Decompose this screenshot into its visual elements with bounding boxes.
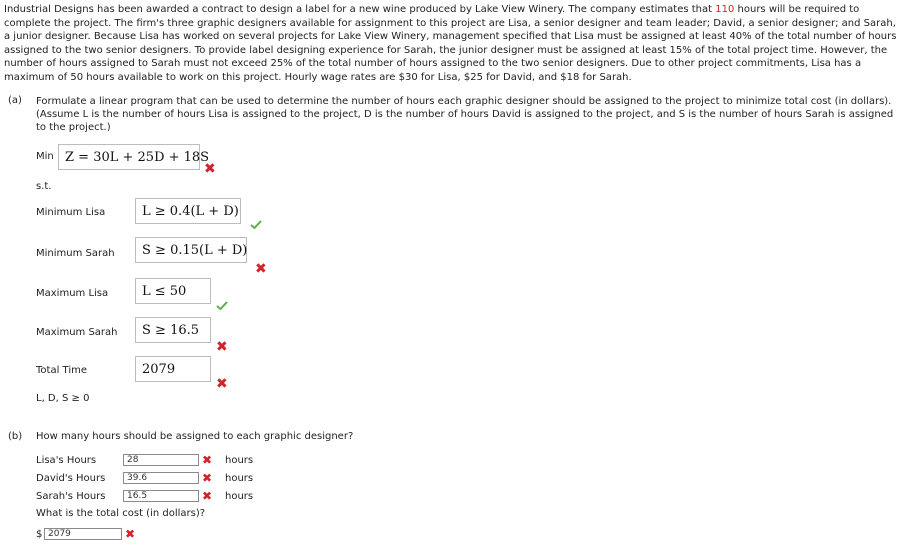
nonnegativity-label: L, D, S ≥ 0 (36, 393, 90, 404)
part-a-marker: (a) (8, 95, 22, 106)
david-hours-unit: hours (225, 473, 254, 484)
total-cost-question: What is the total cost (in dollars)? (36, 508, 206, 519)
constraint-input-min-sarah[interactable] (135, 237, 247, 263)
lisa-hours-input[interactable] (123, 454, 199, 466)
sarah-hours-label: Sarah's Hours (36, 491, 106, 502)
objective-incorrect-x-icon: ✖ (204, 161, 216, 177)
constraint-input-max-sarah[interactable] (135, 317, 211, 343)
constraint-max-sarah-x-icon: ✖ (216, 339, 228, 355)
constraint-answer-max-sarah: S ≥ 16.5 (142, 322, 200, 338)
intro-part2: hours will be required to complete the project. The firm's three graphic designers available for assignment to this project are Lisa, a senior designer and team leader; David, a senior designer; and Sarah, a junior designer. Because Lisa has worked on several projects for Lake View Winery, management specified that Lisa must be assigned at least 40% of the total number of hours assigned to the two senior designers. To provide label designing experience for Sarah, the junior designer must be assigned at least 15% of the total project time. However, the number of hours assigned to Sarah must not exceed 25% of the total number of hours assigned to the two senior designers. Due to other project commitments, Lisa has a maximum of 50 hours available to work on this project. Hourly wage rates are $30 for Lisa, $25 for David, and $18 for Sarah. (4, 4, 897, 83)
constraint-label-max-sarah: Maximum Sarah (36, 327, 118, 338)
min-label: Min (36, 151, 54, 162)
total-cost-x-icon: ✖ (125, 527, 136, 541)
constraint-input-total-time[interactable] (135, 356, 211, 382)
lisa-hours-unit: hours (225, 455, 254, 466)
lisa-hours-label: Lisa's Hours (36, 455, 97, 466)
intro-part1: Industrial Designs has been awarded a contract to design a label for a new wine produced by Lake View Winery. The company estimates that (4, 4, 716, 15)
constraint-label-total-time: Total Time (36, 365, 88, 376)
sarah-hours-x-icon: ✖ (202, 489, 213, 503)
hours-estimate: 110 (715, 4, 735, 15)
problem-statement (4, 3, 902, 84)
constraint-input-min-lisa[interactable] (135, 198, 241, 224)
currency-symbol: $ (36, 529, 43, 540)
objective-answer: Z = 30L + 25D + 18S (65, 149, 210, 165)
sarah-hours-input[interactable] (123, 490, 199, 502)
david-hours-label: David's Hours (36, 473, 106, 484)
constraint-min-lisa-check-icon (250, 220, 262, 229)
constraint-answer-max-lisa: L ≤ 50 (142, 283, 187, 299)
part-a-question (36, 95, 902, 134)
constraint-answer-min-sarah: S ≥ 0.15(L + D) (142, 242, 248, 258)
david-hours-x-icon: ✖ (202, 471, 213, 485)
constraint-total-time-x-icon: ✖ (216, 376, 228, 392)
part-b-marker: (b) (8, 431, 23, 442)
sarah-hours-unit: hours (225, 491, 254, 502)
objective-input[interactable] (58, 144, 210, 170)
part-a-question-text: Formulate a linear program that can be used to determine the number of hours each graphic designer should be assigned to the project to minimize total cost (in dollars). (36, 96, 892, 107)
constraint-answer-total-time: 2079 (142, 361, 176, 377)
st-label: s.t. (36, 181, 52, 192)
constraint-answer-min-lisa: L ≥ 0.4(L + D) (142, 203, 239, 219)
constraint-label-min-sarah: Minimum Sarah (36, 248, 115, 259)
david-hours-input[interactable] (123, 472, 199, 484)
part-a-assumption: (Assume L is the number of hours Lisa is assigned to the project, D is the number of hours David is assigned to the project, and S is the number of hours Sarah is assigned to the project.) (36, 109, 894, 133)
constraint-max-lisa-check-icon (216, 301, 228, 310)
constraint-input-max-lisa[interactable] (135, 278, 211, 304)
constraint-label-max-lisa: Maximum Lisa (36, 288, 109, 299)
part-b-question: How many hours should be assigned to each graphic designer? (36, 431, 354, 442)
lisa-hours-x-icon: ✖ (202, 453, 213, 467)
constraint-label-min-lisa: Minimum Lisa (36, 207, 106, 218)
total-cost-input[interactable] (44, 528, 122, 540)
constraint-min-sarah-x-icon: ✖ (255, 261, 267, 277)
